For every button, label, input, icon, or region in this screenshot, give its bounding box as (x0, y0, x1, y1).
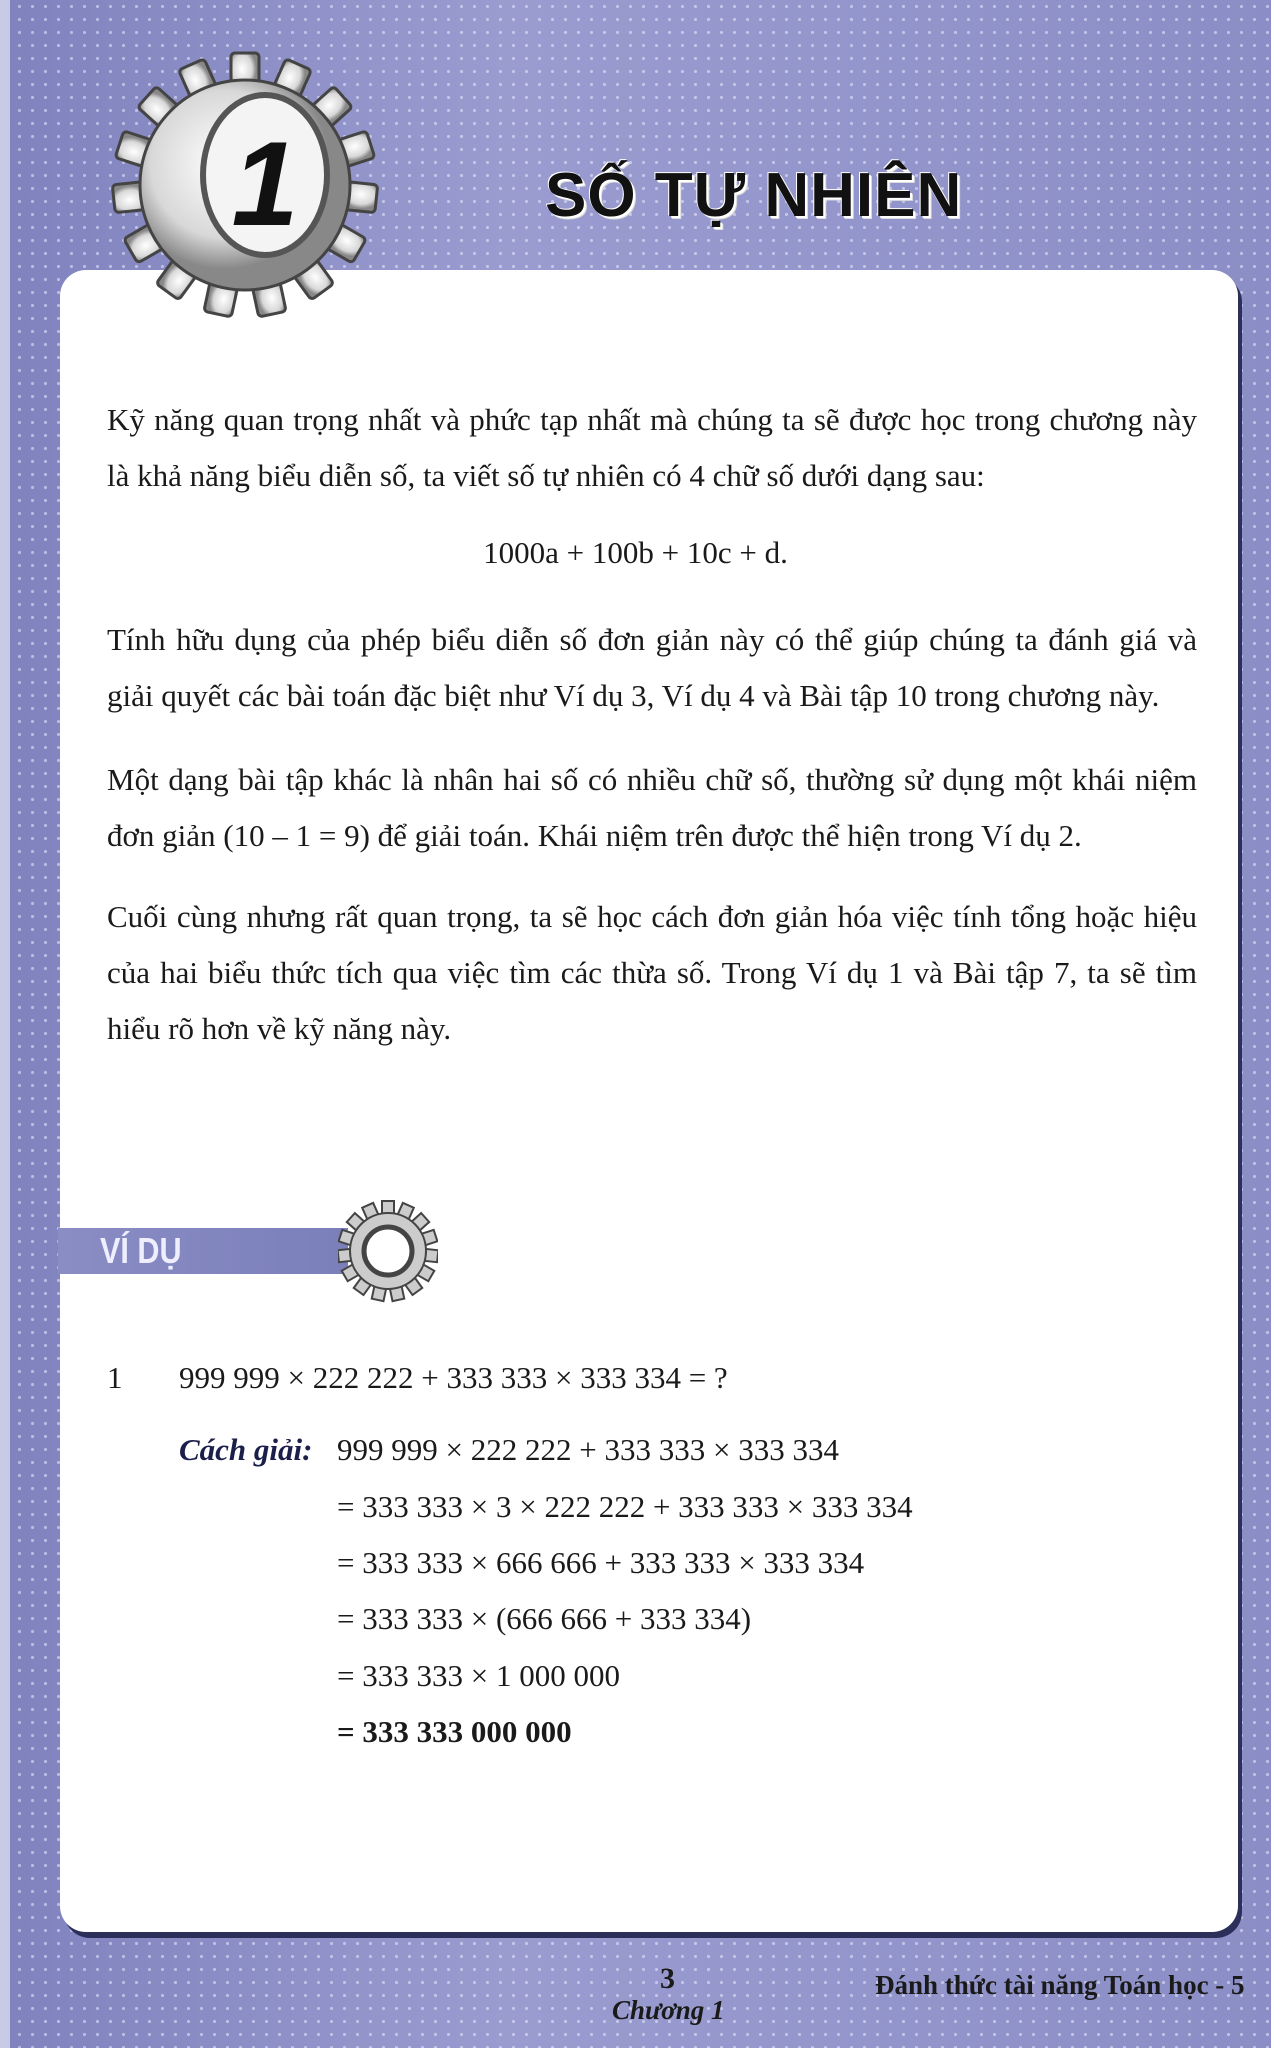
chapter-title: SỐ TỰ NHIÊN (545, 161, 963, 230)
intro-paragraph-1: Kỹ năng quan trọng nhất và phức tạp nhất mà chúng ta sẽ được học trong chương này là khả năng biểu diễn số, ta viết số tự nhiên có 4 chữ số dưới dạng sau: (107, 402, 1197, 493)
solution-step: = 333 333 × 1 000 000 (337, 1658, 620, 1693)
chapter-gear-icon (105, 40, 385, 330)
solution-answer: = 333 333 000 000 (337, 1714, 572, 1749)
example-problem: 999 999 × 222 222 + 333 333 × 333 334 = ? (179, 1360, 728, 1395)
example-number: 1 (107, 1360, 123, 1395)
footer-chapter: Chương 1 (612, 1995, 725, 2025)
page-number: 3 (660, 1962, 675, 1995)
section-label: VÍ DỤ (100, 1230, 182, 1271)
intro-paragraph-3: Một dạng bài tập khác là nhân hai số có nhiều chữ số, thường sử dụng một khái niệm đơn giản (10 – 1 = 9) để giải toán. Khái niệm trên được thể hiện trong Ví dụ 2. (107, 762, 1197, 853)
intro-formula: 1000a + 100b + 10c + d. (483, 535, 788, 570)
intro-paragraph-2: Tính hữu dụng của phép biểu diễn số đơn giản này có thể giúp chúng ta đánh giá và giải quyết các bài toán đặc biệt như Ví dụ 3, Ví dụ 4 và Bài tập 10 trong chương này. (107, 622, 1197, 713)
solution-step: = 333 333 × 3 × 222 222 + 333 333 × 333 334 (337, 1489, 913, 1524)
section-gear-icon (338, 1198, 438, 1304)
solution-step: = 333 333 × 666 666 + 333 333 × 333 334 (337, 1545, 865, 1580)
solution-step: = 333 333 × (666 666 + 333 334) (337, 1601, 752, 1636)
section-header-band (58, 1228, 348, 1274)
solution-step: 999 999 × 222 222 + 333 333 × 333 334 (337, 1432, 839, 1467)
solution-label: Cách giải: (179, 1432, 313, 1467)
footer-book-title: Đánh thức tài năng Toán học - 5 (875, 1970, 1245, 2000)
page-edge (0, 0, 10, 2048)
chapter-number: 1 (231, 117, 299, 251)
content-panel (60, 270, 1238, 1932)
intro-paragraph-4: Cuối cùng nhưng rất quan trọng, ta sẽ học cách đơn giản hóa việc tính tổng hoặc hiệu của hai biểu thức tích qua việc tìm các thừa số. Trong Ví dụ 1 và Bài tập 7, ta sẽ tìm hiểu rõ hơn về kỹ năng này. (107, 899, 1197, 1046)
